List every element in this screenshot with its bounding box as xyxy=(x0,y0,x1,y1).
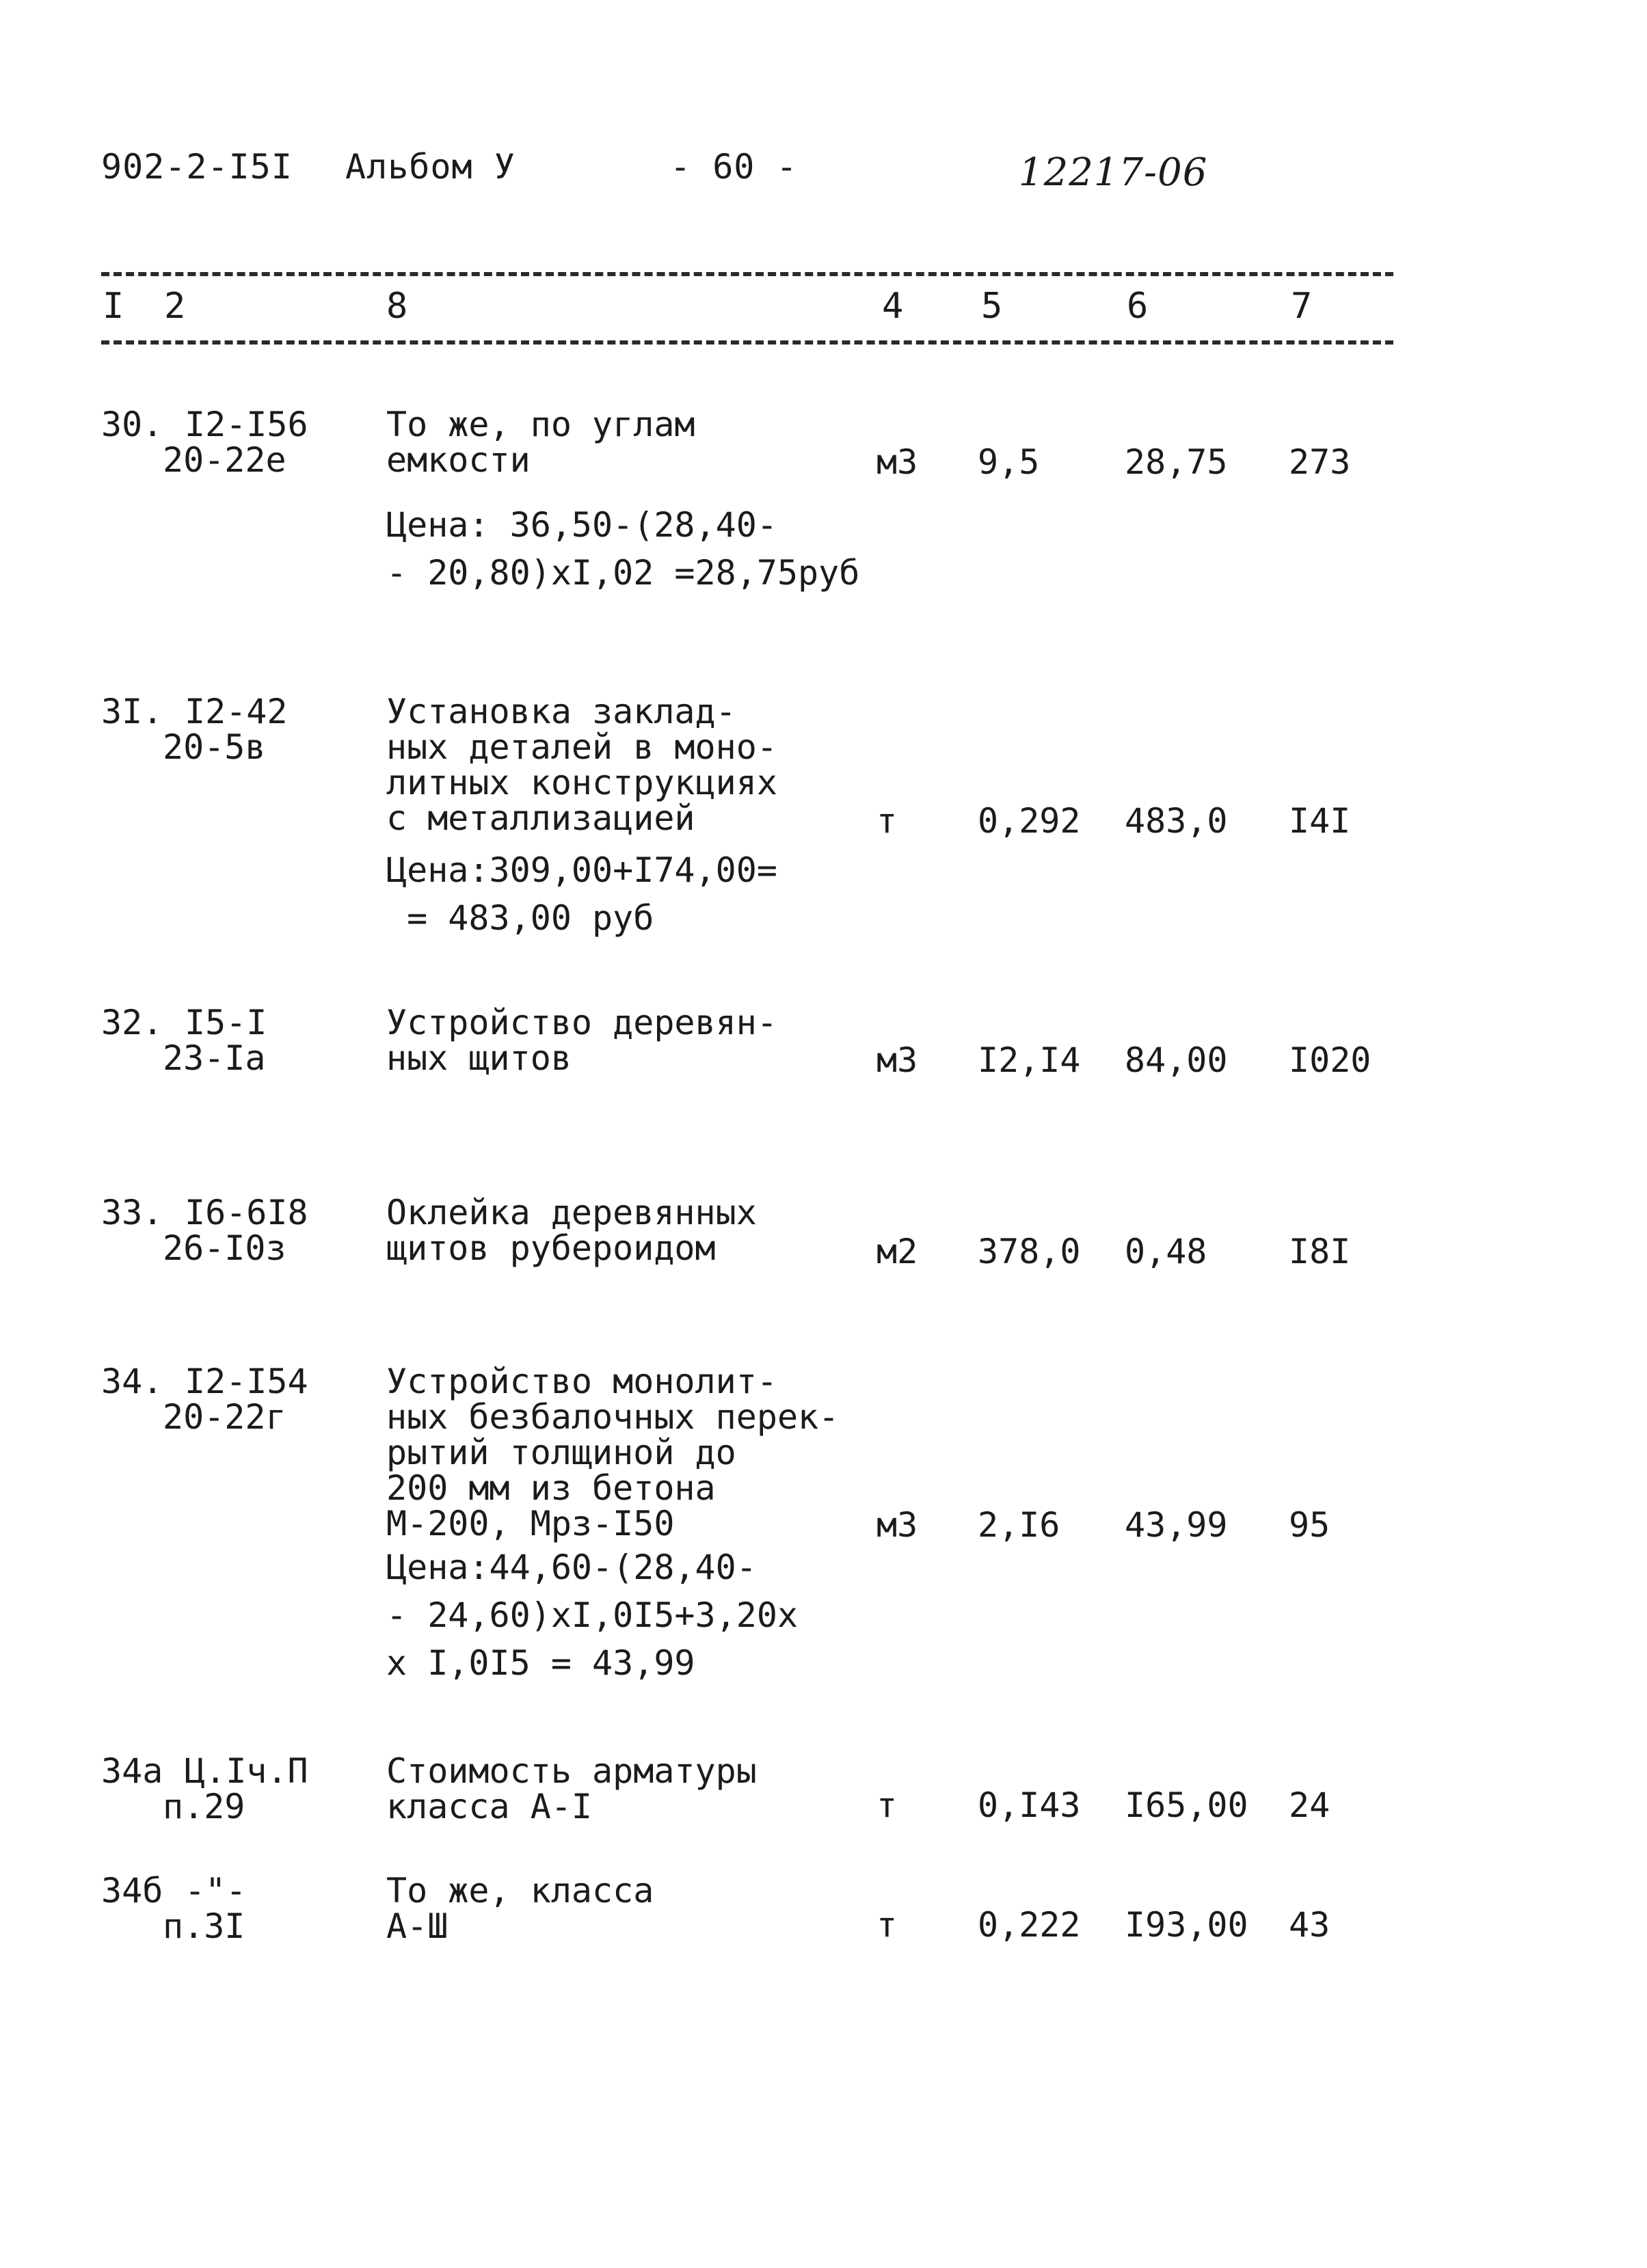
row-number: 34а xyxy=(101,1751,163,1791)
row-total: 24 xyxy=(1289,1785,1330,1825)
row-number: 34б xyxy=(101,1871,163,1911)
column-header-1: I xyxy=(103,286,124,327)
row-description-line: Установка заклад- xyxy=(386,692,736,731)
row-description-line: щитов рубероидом xyxy=(386,1228,716,1268)
row-unit-price: 43,99 xyxy=(1125,1505,1228,1545)
row-description-line: литных конструкциях xyxy=(386,763,777,802)
row-unit: т xyxy=(876,1785,898,1825)
row-price-note-line: х I,0I5 = 43,99 xyxy=(386,1643,695,1683)
row-code-secondary: 23-Iа xyxy=(163,1038,266,1078)
row-unit: м2 xyxy=(876,1232,918,1271)
row-description-line: 200 мм из бетона xyxy=(386,1468,716,1508)
row-number: 3I. xyxy=(101,692,163,731)
row-code-secondary: 20-22г xyxy=(163,1397,286,1437)
row-quantity: 0,222 xyxy=(978,1905,1081,1945)
row-quantity: 2,I6 xyxy=(978,1505,1060,1545)
row-unit: т xyxy=(876,801,898,841)
row-description-line: М-200, Мрз-I50 xyxy=(386,1504,675,1543)
row-description-line: А-Ш xyxy=(386,1906,448,1946)
column-header-6: 6 xyxy=(1127,286,1149,327)
row-unit-price: 28,75 xyxy=(1125,442,1228,482)
row-code-secondary: 20-5в xyxy=(163,727,266,767)
row-unit-price: 0,48 xyxy=(1125,1232,1207,1271)
row-code-primary: I2-I56 xyxy=(185,405,308,444)
column-header-4: 4 xyxy=(882,286,904,327)
row-total: 43 xyxy=(1289,1905,1330,1945)
row-quantity: I2,I4 xyxy=(978,1040,1081,1080)
row-total: 95 xyxy=(1289,1505,1330,1545)
column-header-5: 5 xyxy=(981,286,1003,327)
row-total: I4I xyxy=(1289,801,1351,841)
row-unit: м3 xyxy=(876,1040,918,1080)
row-description-line: Устройство деревян- xyxy=(386,1003,777,1042)
row-code-primary: -"- xyxy=(185,1871,247,1911)
row-number: 34. xyxy=(101,1362,163,1401)
row-price-note-line: = 483,00 руб xyxy=(386,898,654,938)
row-total: I020 xyxy=(1289,1040,1371,1080)
row-description-line: То же, по углам xyxy=(386,405,695,444)
column-header-2: 2 xyxy=(164,286,186,327)
table-top-rule xyxy=(101,272,1393,276)
column-header-7: 7 xyxy=(1291,286,1313,327)
column-header-3: 8 xyxy=(386,286,408,327)
row-description-line: емкости xyxy=(386,440,531,480)
row-description-line: рытий толщиной до xyxy=(386,1433,736,1472)
row-code-primary: I5-I xyxy=(185,1003,267,1042)
row-code-secondary: п.29 xyxy=(163,1787,245,1826)
row-quantity: 0,I43 xyxy=(978,1785,1081,1825)
row-number: 33. xyxy=(101,1193,163,1232)
row-code-secondary: 20-22е xyxy=(163,440,286,480)
row-code-primary: Ц.Iч.П xyxy=(185,1751,308,1791)
row-unit: м3 xyxy=(876,1505,918,1545)
row-code-primary: I6-6I8 xyxy=(185,1193,308,1232)
row-price-note-line: Цена: 36,50-(28,40- xyxy=(386,505,777,545)
handwritten-code: 12217-06 xyxy=(1019,150,1208,195)
row-code-primary: I2-I54 xyxy=(185,1362,308,1401)
row-unit: м3 xyxy=(876,442,918,482)
row-description-line: ных безбалочных перек- xyxy=(386,1397,840,1437)
row-description-line: То же, класса xyxy=(386,1871,654,1911)
row-code-primary: I2-42 xyxy=(185,692,288,731)
row-price-note-line: Цена:309,00+I74,00= xyxy=(386,850,777,890)
row-total: I8I xyxy=(1289,1232,1351,1271)
row-description-line: класса А-I xyxy=(386,1787,593,1826)
row-quantity: 378,0 xyxy=(978,1232,1081,1271)
row-number: 30. xyxy=(101,405,163,444)
row-description-line: Стоимость арматуры xyxy=(386,1751,757,1791)
row-description-line: ных щитов xyxy=(386,1038,572,1078)
row-price-note-line: - 20,80)хI,02 =28,75руб xyxy=(386,553,860,593)
row-unit-price: I65,00 xyxy=(1125,1785,1248,1825)
row-unit-price: I93,00 xyxy=(1125,1905,1248,1945)
row-unit-price: 84,00 xyxy=(1125,1040,1228,1080)
row-code-secondary: 26-I0з xyxy=(163,1228,286,1268)
row-description-line: ных деталей в моно- xyxy=(386,727,777,767)
row-price-note-line: - 24,60)хI,0I5+3,20х xyxy=(386,1595,799,1635)
album-label: Альбом У xyxy=(345,147,515,187)
row-description-line: Оклейка деревянных xyxy=(386,1193,757,1232)
table-header-rule xyxy=(101,340,1393,345)
page-number: - 60 - xyxy=(670,147,798,187)
row-number: 32. xyxy=(101,1003,163,1042)
row-quantity: 9,5 xyxy=(978,442,1040,482)
row-description-line: Устройство монолит- xyxy=(386,1362,777,1401)
row-description-line: с металлизацией xyxy=(386,798,695,838)
row-quantity: 0,292 xyxy=(978,801,1081,841)
row-total: 273 xyxy=(1289,442,1351,482)
row-price-note-line: Цена:44,60-(28,40- xyxy=(386,1548,757,1587)
row-code-secondary: п.3I xyxy=(163,1906,245,1946)
row-unit: т xyxy=(876,1905,898,1945)
row-unit-price: 483,0 xyxy=(1125,801,1228,841)
document-code: 902-2-I5I xyxy=(101,147,293,187)
